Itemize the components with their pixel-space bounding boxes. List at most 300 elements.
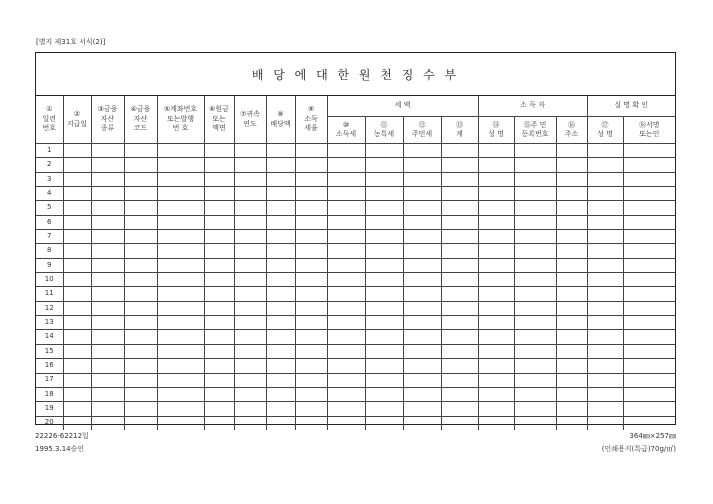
- table-cell[interactable]: [623, 359, 675, 373]
- table-cell[interactable]: [587, 215, 623, 229]
- table-cell[interactable]: [63, 373, 91, 387]
- table-cell[interactable]: [91, 187, 124, 201]
- table-cell[interactable]: [587, 144, 623, 158]
- table-cell[interactable]: [295, 387, 327, 401]
- table-cell[interactable]: [441, 402, 478, 416]
- table-cell[interactable]: [204, 344, 234, 358]
- table-cell[interactable]: [623, 373, 675, 387]
- table-cell[interactable]: [266, 344, 295, 358]
- table-cell[interactable]: [403, 373, 441, 387]
- table-cell[interactable]: [514, 387, 556, 401]
- table-cell[interactable]: [234, 316, 266, 330]
- table-cell[interactable]: [441, 359, 478, 373]
- table-cell[interactable]: [91, 215, 124, 229]
- table-cell[interactable]: [478, 144, 514, 158]
- table-cell[interactable]: [157, 287, 204, 301]
- table-cell[interactable]: [124, 287, 157, 301]
- table-cell[interactable]: [63, 402, 91, 416]
- table-cell[interactable]: [124, 258, 157, 272]
- table-cell[interactable]: [234, 244, 266, 258]
- table-cell[interactable]: [266, 215, 295, 229]
- table-cell[interactable]: [157, 316, 204, 330]
- table-cell[interactable]: [124, 273, 157, 287]
- table-cell[interactable]: [441, 373, 478, 387]
- table-cell[interactable]: [365, 387, 403, 401]
- table-cell[interactable]: [204, 258, 234, 272]
- table-cell[interactable]: [623, 187, 675, 201]
- table-cell[interactable]: [204, 144, 234, 158]
- table-cell[interactable]: [623, 230, 675, 244]
- table-cell[interactable]: [295, 273, 327, 287]
- table-cell[interactable]: [365, 416, 403, 430]
- table-cell[interactable]: [124, 387, 157, 401]
- table-cell[interactable]: [556, 187, 587, 201]
- table-cell[interactable]: [587, 187, 623, 201]
- table-cell[interactable]: [403, 301, 441, 315]
- table-cell[interactable]: [157, 215, 204, 229]
- table-cell[interactable]: [124, 330, 157, 344]
- table-cell[interactable]: [266, 172, 295, 186]
- table-cell[interactable]: [63, 158, 91, 172]
- table-cell[interactable]: [365, 301, 403, 315]
- table-cell[interactable]: [91, 301, 124, 315]
- table-cell[interactable]: [403, 144, 441, 158]
- table-cell[interactable]: [403, 244, 441, 258]
- table-cell[interactable]: [157, 301, 204, 315]
- table-cell[interactable]: [234, 373, 266, 387]
- table-cell[interactable]: [623, 172, 675, 186]
- table-cell[interactable]: [234, 287, 266, 301]
- table-cell[interactable]: [403, 215, 441, 229]
- table-cell[interactable]: [478, 344, 514, 358]
- table-cell[interactable]: [63, 301, 91, 315]
- table-cell[interactable]: [587, 301, 623, 315]
- table-cell[interactable]: [234, 344, 266, 358]
- table-cell[interactable]: [514, 330, 556, 344]
- table-cell[interactable]: [91, 387, 124, 401]
- table-cell[interactable]: [441, 316, 478, 330]
- table-cell[interactable]: [403, 172, 441, 186]
- table-cell[interactable]: [623, 330, 675, 344]
- table-cell[interactable]: [478, 416, 514, 430]
- table-cell[interactable]: [234, 201, 266, 215]
- table-cell[interactable]: [266, 244, 295, 258]
- table-cell[interactable]: [556, 230, 587, 244]
- table-cell[interactable]: [623, 316, 675, 330]
- table-cell[interactable]: [204, 273, 234, 287]
- table-cell[interactable]: [266, 373, 295, 387]
- table-cell[interactable]: [124, 344, 157, 358]
- table-cell[interactable]: [441, 215, 478, 229]
- table-cell[interactable]: [514, 416, 556, 430]
- table-cell[interactable]: [556, 373, 587, 387]
- table-cell[interactable]: [63, 144, 91, 158]
- table-cell[interactable]: [478, 172, 514, 186]
- table-cell[interactable]: [157, 244, 204, 258]
- table-cell[interactable]: [295, 201, 327, 215]
- table-cell[interactable]: [327, 144, 365, 158]
- table-cell[interactable]: [403, 273, 441, 287]
- table-cell[interactable]: [623, 258, 675, 272]
- table-cell[interactable]: [365, 359, 403, 373]
- table-cell[interactable]: [478, 201, 514, 215]
- table-cell[interactable]: [478, 316, 514, 330]
- table-cell[interactable]: [514, 373, 556, 387]
- table-cell[interactable]: [441, 244, 478, 258]
- table-cell[interactable]: [91, 359, 124, 373]
- table-cell[interactable]: [124, 187, 157, 201]
- table-cell[interactable]: [556, 316, 587, 330]
- table-cell[interactable]: [365, 344, 403, 358]
- table-cell[interactable]: [403, 287, 441, 301]
- table-cell[interactable]: [556, 287, 587, 301]
- table-cell[interactable]: [91, 144, 124, 158]
- table-cell[interactable]: [514, 144, 556, 158]
- table-cell[interactable]: [234, 359, 266, 373]
- table-cell[interactable]: [365, 230, 403, 244]
- table-cell[interactable]: [124, 230, 157, 244]
- table-cell[interactable]: [365, 201, 403, 215]
- table-cell[interactable]: [63, 230, 91, 244]
- table-cell[interactable]: [478, 359, 514, 373]
- table-cell[interactable]: [124, 158, 157, 172]
- table-cell[interactable]: [587, 373, 623, 387]
- table-cell[interactable]: [623, 201, 675, 215]
- table-cell[interactable]: [403, 230, 441, 244]
- table-cell[interactable]: [403, 330, 441, 344]
- table-cell[interactable]: [327, 387, 365, 401]
- table-cell[interactable]: [157, 172, 204, 186]
- table-cell[interactable]: [204, 359, 234, 373]
- table-cell[interactable]: [327, 330, 365, 344]
- table-cell[interactable]: [514, 244, 556, 258]
- table-cell[interactable]: [124, 359, 157, 373]
- table-cell[interactable]: [63, 359, 91, 373]
- table-cell[interactable]: [587, 344, 623, 358]
- table-cell[interactable]: [556, 402, 587, 416]
- table-cell[interactable]: [587, 273, 623, 287]
- table-cell[interactable]: [157, 344, 204, 358]
- table-cell[interactable]: [327, 373, 365, 387]
- table-cell[interactable]: [266, 144, 295, 158]
- table-cell[interactable]: [623, 144, 675, 158]
- table-cell[interactable]: [403, 201, 441, 215]
- table-cell[interactable]: [63, 416, 91, 430]
- table-cell[interactable]: [403, 344, 441, 358]
- table-cell[interactable]: [365, 373, 403, 387]
- table-cell[interactable]: [587, 172, 623, 186]
- table-cell[interactable]: [204, 187, 234, 201]
- table-cell[interactable]: [91, 316, 124, 330]
- table-cell[interactable]: [63, 344, 91, 358]
- table-cell[interactable]: [441, 301, 478, 315]
- table-cell[interactable]: [587, 201, 623, 215]
- table-cell[interactable]: [514, 230, 556, 244]
- table-cell[interactable]: [623, 301, 675, 315]
- table-cell[interactable]: [365, 330, 403, 344]
- table-cell[interactable]: [441, 187, 478, 201]
- table-cell[interactable]: [295, 301, 327, 315]
- table-cell[interactable]: [295, 344, 327, 358]
- table-cell[interactable]: [63, 258, 91, 272]
- table-cell[interactable]: [478, 187, 514, 201]
- table-cell[interactable]: [91, 402, 124, 416]
- table-cell[interactable]: [91, 258, 124, 272]
- table-cell[interactable]: [514, 316, 556, 330]
- table-cell[interactable]: [204, 172, 234, 186]
- table-cell[interactable]: [556, 301, 587, 315]
- table-cell[interactable]: [234, 416, 266, 430]
- table-cell[interactable]: [204, 373, 234, 387]
- table-cell[interactable]: [365, 187, 403, 201]
- table-cell[interactable]: [478, 273, 514, 287]
- table-cell[interactable]: [124, 301, 157, 315]
- table-cell[interactable]: [514, 273, 556, 287]
- table-cell[interactable]: [124, 416, 157, 430]
- table-cell[interactable]: [327, 158, 365, 172]
- table-cell[interactable]: [157, 158, 204, 172]
- table-cell[interactable]: [514, 301, 556, 315]
- table-cell[interactable]: [514, 359, 556, 373]
- table-cell[interactable]: [295, 187, 327, 201]
- table-cell[interactable]: [295, 402, 327, 416]
- table-cell[interactable]: [556, 387, 587, 401]
- table-cell[interactable]: [124, 215, 157, 229]
- table-cell[interactable]: [514, 172, 556, 186]
- table-cell[interactable]: [403, 387, 441, 401]
- table-cell[interactable]: [623, 273, 675, 287]
- table-cell[interactable]: [234, 273, 266, 287]
- table-cell[interactable]: [365, 258, 403, 272]
- table-cell[interactable]: [91, 244, 124, 258]
- table-cell[interactable]: [478, 158, 514, 172]
- table-cell[interactable]: [266, 301, 295, 315]
- table-cell[interactable]: [556, 330, 587, 344]
- table-cell[interactable]: [234, 330, 266, 344]
- table-cell[interactable]: [63, 287, 91, 301]
- table-cell[interactable]: [623, 344, 675, 358]
- table-cell[interactable]: [204, 230, 234, 244]
- table-cell[interactable]: [623, 287, 675, 301]
- table-cell[interactable]: [295, 144, 327, 158]
- table-cell[interactable]: [91, 172, 124, 186]
- table-cell[interactable]: [587, 330, 623, 344]
- table-cell[interactable]: [403, 187, 441, 201]
- table-cell[interactable]: [441, 230, 478, 244]
- table-cell[interactable]: [587, 158, 623, 172]
- table-cell[interactable]: [365, 215, 403, 229]
- table-cell[interactable]: [478, 330, 514, 344]
- table-cell[interactable]: [204, 201, 234, 215]
- table-cell[interactable]: [266, 402, 295, 416]
- table-cell[interactable]: [514, 402, 556, 416]
- table-cell[interactable]: [295, 244, 327, 258]
- table-cell[interactable]: [623, 416, 675, 430]
- table-cell[interactable]: [365, 273, 403, 287]
- table-cell[interactable]: [204, 287, 234, 301]
- table-cell[interactable]: [514, 287, 556, 301]
- table-cell[interactable]: [266, 416, 295, 430]
- table-cell[interactable]: [587, 359, 623, 373]
- table-cell[interactable]: [365, 287, 403, 301]
- table-cell[interactable]: [441, 273, 478, 287]
- table-cell[interactable]: [514, 158, 556, 172]
- table-cell[interactable]: [327, 416, 365, 430]
- table-cell[interactable]: [124, 373, 157, 387]
- table-cell[interactable]: [266, 158, 295, 172]
- table-cell[interactable]: [266, 287, 295, 301]
- table-cell[interactable]: [556, 258, 587, 272]
- table-cell[interactable]: [403, 416, 441, 430]
- table-cell[interactable]: [157, 402, 204, 416]
- table-cell[interactable]: [63, 201, 91, 215]
- table-cell[interactable]: [204, 330, 234, 344]
- table-cell[interactable]: [91, 201, 124, 215]
- table-cell[interactable]: [157, 230, 204, 244]
- table-cell[interactable]: [234, 230, 266, 244]
- table-cell[interactable]: [556, 201, 587, 215]
- table-cell[interactable]: [556, 344, 587, 358]
- table-cell[interactable]: [587, 416, 623, 430]
- table-cell[interactable]: [327, 273, 365, 287]
- table-cell[interactable]: [556, 416, 587, 430]
- table-cell[interactable]: [204, 416, 234, 430]
- table-cell[interactable]: [63, 273, 91, 287]
- table-cell[interactable]: [63, 316, 91, 330]
- table-cell[interactable]: [157, 416, 204, 430]
- table-cell[interactable]: [234, 158, 266, 172]
- table-cell[interactable]: [327, 172, 365, 186]
- table-cell[interactable]: [204, 158, 234, 172]
- table-cell[interactable]: [266, 187, 295, 201]
- table-cell[interactable]: [157, 330, 204, 344]
- table-cell[interactable]: [365, 316, 403, 330]
- table-cell[interactable]: [295, 158, 327, 172]
- table-cell[interactable]: [556, 215, 587, 229]
- table-cell[interactable]: [295, 316, 327, 330]
- table-cell[interactable]: [403, 316, 441, 330]
- table-cell[interactable]: [556, 172, 587, 186]
- table-cell[interactable]: [91, 373, 124, 387]
- table-cell[interactable]: [441, 330, 478, 344]
- table-cell[interactable]: [63, 330, 91, 344]
- table-cell[interactable]: [327, 301, 365, 315]
- table-cell[interactable]: [403, 402, 441, 416]
- table-cell[interactable]: [157, 359, 204, 373]
- table-cell[interactable]: [63, 387, 91, 401]
- table-cell[interactable]: [266, 387, 295, 401]
- table-cell[interactable]: [441, 201, 478, 215]
- table-cell[interactable]: [295, 215, 327, 229]
- table-cell[interactable]: [441, 158, 478, 172]
- table-cell[interactable]: [234, 187, 266, 201]
- table-cell[interactable]: [587, 244, 623, 258]
- table-cell[interactable]: [295, 416, 327, 430]
- table-cell[interactable]: [91, 158, 124, 172]
- table-cell[interactable]: [204, 387, 234, 401]
- table-cell[interactable]: [63, 187, 91, 201]
- table-cell[interactable]: [295, 373, 327, 387]
- table-cell[interactable]: [514, 201, 556, 215]
- table-cell[interactable]: [587, 316, 623, 330]
- table-cell[interactable]: [556, 359, 587, 373]
- table-cell[interactable]: [478, 402, 514, 416]
- table-cell[interactable]: [441, 287, 478, 301]
- table-cell[interactable]: [124, 316, 157, 330]
- table-cell[interactable]: [91, 330, 124, 344]
- table-cell[interactable]: [157, 273, 204, 287]
- table-cell[interactable]: [587, 287, 623, 301]
- table-cell[interactable]: [295, 230, 327, 244]
- table-cell[interactable]: [157, 258, 204, 272]
- table-cell[interactable]: [234, 172, 266, 186]
- table-cell[interactable]: [234, 258, 266, 272]
- table-cell[interactable]: [441, 144, 478, 158]
- table-cell[interactable]: [327, 258, 365, 272]
- table-cell[interactable]: [327, 287, 365, 301]
- table-cell[interactable]: [327, 201, 365, 215]
- table-cell[interactable]: [63, 172, 91, 186]
- table-cell[interactable]: [365, 158, 403, 172]
- table-cell[interactable]: [266, 201, 295, 215]
- table-cell[interactable]: [478, 387, 514, 401]
- table-cell[interactable]: [441, 172, 478, 186]
- table-cell[interactable]: [587, 230, 623, 244]
- table-cell[interactable]: [441, 344, 478, 358]
- table-cell[interactable]: [91, 230, 124, 244]
- table-cell[interactable]: [295, 330, 327, 344]
- table-cell[interactable]: [91, 287, 124, 301]
- table-cell[interactable]: [63, 244, 91, 258]
- table-cell[interactable]: [157, 373, 204, 387]
- table-cell[interactable]: [91, 344, 124, 358]
- table-cell[interactable]: [204, 215, 234, 229]
- table-cell[interactable]: [234, 215, 266, 229]
- table-cell[interactable]: [623, 215, 675, 229]
- table-cell[interactable]: [327, 344, 365, 358]
- table-cell[interactable]: [514, 187, 556, 201]
- table-cell[interactable]: [234, 144, 266, 158]
- table-cell[interactable]: [403, 359, 441, 373]
- table-cell[interactable]: [556, 273, 587, 287]
- table-cell[interactable]: [587, 258, 623, 272]
- table-cell[interactable]: [157, 201, 204, 215]
- table-cell[interactable]: [266, 330, 295, 344]
- table-cell[interactable]: [623, 402, 675, 416]
- table-cell[interactable]: [204, 402, 234, 416]
- table-cell[interactable]: [478, 244, 514, 258]
- table-cell[interactable]: [91, 273, 124, 287]
- table-cell[interactable]: [124, 201, 157, 215]
- table-cell[interactable]: [478, 215, 514, 229]
- table-cell[interactable]: [365, 172, 403, 186]
- table-cell[interactable]: [266, 273, 295, 287]
- table-cell[interactable]: [204, 316, 234, 330]
- table-cell[interactable]: [556, 244, 587, 258]
- table-cell[interactable]: [124, 172, 157, 186]
- table-cell[interactable]: [478, 373, 514, 387]
- table-cell[interactable]: [234, 402, 266, 416]
- table-cell[interactable]: [234, 301, 266, 315]
- table-cell[interactable]: [327, 230, 365, 244]
- table-cell[interactable]: [514, 215, 556, 229]
- table-cell[interactable]: [327, 402, 365, 416]
- table-cell[interactable]: [295, 359, 327, 373]
- table-cell[interactable]: [478, 287, 514, 301]
- table-cell[interactable]: [266, 258, 295, 272]
- table-cell[interactable]: [623, 244, 675, 258]
- table-cell[interactable]: [234, 387, 266, 401]
